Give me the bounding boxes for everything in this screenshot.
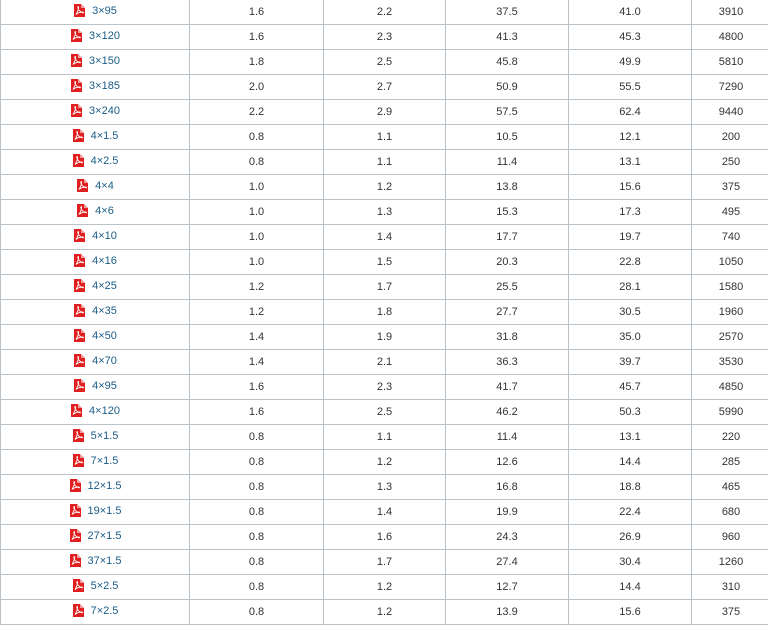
cell-c4: 39.7 [569, 350, 692, 375]
cell-c1: 2.2 [190, 100, 324, 125]
cell-c5: 495 [692, 200, 768, 225]
cell-c2: 1.9 [324, 325, 446, 350]
size-label: 4×25 [92, 279, 117, 292]
cell-c1: 1.6 [190, 0, 324, 25]
table-row [1, 25, 768, 50]
cell-c5: 1580 [692, 275, 768, 300]
cell-c2: 1.2 [324, 575, 446, 600]
cell-size [1, 575, 190, 600]
cell-c1: 0.8 [190, 125, 324, 150]
pdf-icon [70, 404, 82, 417]
cell-c1: 1.2 [190, 275, 324, 300]
cell-c1: 0.8 [190, 150, 324, 175]
cell-size [1, 75, 190, 100]
cell-c3: 11.4 [446, 150, 569, 175]
size-label: 4×2.5 [90, 154, 119, 167]
cell-c4: 15.6 [569, 175, 692, 200]
cell-c1: 0.8 [190, 600, 324, 625]
cell-c4: 28.1 [569, 275, 692, 300]
cell-c2: 2.7 [324, 75, 446, 100]
cell-c1: 0.8 [190, 475, 324, 500]
table-row [1, 400, 768, 425]
size-datasheet-link[interactable] [72, 429, 119, 442]
cell-c5: 2570 [692, 325, 768, 350]
cell-c4: 30.5 [569, 300, 692, 325]
table-row [1, 225, 768, 250]
cell-c4: 45.7 [569, 375, 692, 400]
size-datasheet-link[interactable] [69, 554, 122, 567]
pdf-icon [72, 429, 84, 442]
table-row [1, 600, 768, 625]
pdf-icon [72, 579, 84, 592]
cell-c1: 0.8 [190, 500, 324, 525]
cell-c2: 1.7 [324, 275, 446, 300]
cell-c5: 285 [692, 450, 768, 475]
cell-c4: 49.9 [569, 50, 692, 75]
size-label: 4×4 [95, 179, 114, 192]
table-row [1, 200, 768, 225]
table-row [1, 575, 768, 600]
cell-c4: 13.1 [569, 425, 692, 450]
cell-c1: 0.8 [190, 425, 324, 450]
size-datasheet-link[interactable] [73, 329, 117, 342]
cell-c3: 45.8 [446, 50, 569, 75]
cell-c2: 1.7 [324, 550, 446, 575]
cell-c2: 1.3 [324, 475, 446, 500]
table-row [1, 375, 768, 400]
size-label: 7×2.5 [90, 604, 119, 617]
size-datasheet-link[interactable] [72, 579, 119, 592]
cell-c5: 4850 [692, 375, 768, 400]
size-label: 3×120 [89, 29, 120, 42]
cell-c3: 20.3 [446, 250, 569, 275]
cell-c4: 26.9 [569, 525, 692, 550]
cell-size [1, 325, 190, 350]
table-row [1, 425, 768, 450]
cell-size [1, 100, 190, 125]
size-label: 5×2.5 [90, 579, 119, 592]
pdf-icon [70, 79, 82, 92]
cell-c3: 12.6 [446, 450, 569, 475]
size-datasheet-link[interactable] [69, 529, 122, 542]
size-label: 4×16 [92, 254, 117, 267]
cell-c3: 31.8 [446, 325, 569, 350]
cell-c5: 3910 [692, 0, 768, 25]
cell-c2: 1.5 [324, 250, 446, 275]
cell-c3: 15.3 [446, 200, 569, 225]
cell-c3: 11.4 [446, 425, 569, 450]
cell-c3: 36.3 [446, 350, 569, 375]
cell-c1: 1.0 [190, 225, 324, 250]
size-datasheet-link[interactable] [73, 4, 117, 17]
cell-c2: 2.9 [324, 100, 446, 125]
cell-size [1, 250, 190, 275]
cell-c3: 17.7 [446, 225, 569, 250]
cell-c1: 1.6 [190, 400, 324, 425]
cell-c2: 2.3 [324, 375, 446, 400]
pdf-icon [73, 4, 85, 17]
cell-size [1, 225, 190, 250]
table-body [1, 0, 768, 625]
cell-c1: 1.4 [190, 350, 324, 375]
cell-c1: 0.8 [190, 575, 324, 600]
size-label: 37×1.5 [87, 554, 122, 567]
cell-c5: 7290 [692, 75, 768, 100]
cell-c4: 17.3 [569, 200, 692, 225]
size-datasheet-link[interactable] [73, 304, 117, 317]
size-label: 4×10 [92, 229, 117, 242]
pdf-icon [76, 179, 88, 192]
table-row [1, 350, 768, 375]
table-row [1, 175, 768, 200]
cell-c1: 1.0 [190, 200, 324, 225]
table-row [1, 0, 768, 25]
cell-c5: 465 [692, 475, 768, 500]
size-label: 27×1.5 [87, 529, 122, 542]
cell-size [1, 475, 190, 500]
cell-c1: 2.0 [190, 75, 324, 100]
size-label: 3×240 [89, 104, 120, 117]
size-datasheet-link[interactable] [72, 154, 119, 167]
cell-c4: 22.4 [569, 500, 692, 525]
pdf-icon [72, 129, 84, 142]
size-label: 4×1.5 [90, 129, 119, 142]
pdf-icon [70, 104, 82, 117]
cell-c1: 0.8 [190, 450, 324, 475]
cell-c2: 1.1 [324, 150, 446, 175]
pdf-icon [70, 54, 82, 67]
cell-c1: 1.0 [190, 250, 324, 275]
size-datasheet-link[interactable] [73, 279, 117, 292]
size-datasheet-link[interactable] [72, 129, 119, 142]
table-row [1, 450, 768, 475]
cell-c1: 1.0 [190, 175, 324, 200]
size-label: 4×120 [89, 404, 120, 417]
cell-c5: 1260 [692, 550, 768, 575]
size-datasheet-link[interactable] [70, 404, 120, 417]
cell-c4: 62.4 [569, 100, 692, 125]
pdf-icon [73, 379, 85, 392]
cell-size [1, 0, 190, 25]
cell-c3: 37.5 [446, 0, 569, 25]
cell-c2: 1.8 [324, 300, 446, 325]
size-datasheet-link[interactable] [72, 454, 119, 467]
size-label: 3×150 [89, 54, 120, 67]
cell-c2: 1.4 [324, 500, 446, 525]
pdf-icon [73, 304, 85, 317]
cell-c5: 310 [692, 575, 768, 600]
cell-c2: 2.5 [324, 400, 446, 425]
pdf-icon [73, 229, 85, 242]
table-row [1, 75, 768, 100]
cell-c5: 680 [692, 500, 768, 525]
table-row [1, 50, 768, 75]
cell-size [1, 275, 190, 300]
size-label: 3×95 [92, 4, 117, 17]
cell-c3: 16.8 [446, 475, 569, 500]
table-row [1, 100, 768, 125]
cell-c3: 13.8 [446, 175, 569, 200]
cell-size [1, 375, 190, 400]
cell-size [1, 125, 190, 150]
size-datasheet-link[interactable] [76, 204, 114, 217]
cell-c4: 35.0 [569, 325, 692, 350]
cell-c5: 9440 [692, 100, 768, 125]
cell-size [1, 25, 190, 50]
size-label: 12×1.5 [87, 479, 122, 492]
cell-c3: 12.7 [446, 575, 569, 600]
size-datasheet-link[interactable] [73, 229, 117, 242]
size-datasheet-link[interactable] [73, 354, 117, 367]
cell-c3: 46.2 [446, 400, 569, 425]
cell-size [1, 500, 190, 525]
size-label: 7×1.5 [90, 454, 119, 467]
cell-c2: 2.2 [324, 0, 446, 25]
cell-c5: 5990 [692, 400, 768, 425]
cell-c1: 0.8 [190, 525, 324, 550]
cell-c5: 960 [692, 525, 768, 550]
pdf-icon [72, 154, 84, 167]
cell-c4: 13.1 [569, 150, 692, 175]
pdf-icon [73, 279, 85, 292]
cell-size [1, 525, 190, 550]
cell-size [1, 350, 190, 375]
cell-c4: 18.8 [569, 475, 692, 500]
cell-size [1, 425, 190, 450]
cell-c2: 1.2 [324, 450, 446, 475]
cell-c4: 45.3 [569, 25, 692, 50]
pdf-icon [69, 504, 81, 517]
table-row [1, 525, 768, 550]
cell-c5: 1960 [692, 300, 768, 325]
cell-size [1, 200, 190, 225]
cell-c1: 1.6 [190, 25, 324, 50]
size-label: 4×50 [92, 329, 117, 342]
size-label: 4×35 [92, 304, 117, 317]
cell-c3: 25.5 [446, 275, 569, 300]
cell-c5: 250 [692, 150, 768, 175]
table-row [1, 275, 768, 300]
cell-c1: 0.8 [190, 550, 324, 575]
cell-c5: 3530 [692, 350, 768, 375]
cell-c4: 55.5 [569, 75, 692, 100]
size-datasheet-link[interactable] [70, 29, 120, 42]
pdf-icon [73, 329, 85, 342]
size-datasheet-link[interactable] [72, 604, 119, 617]
cell-c5: 1050 [692, 250, 768, 275]
cell-size [1, 150, 190, 175]
cell-c2: 1.1 [324, 425, 446, 450]
cell-c3: 50.9 [446, 75, 569, 100]
cell-c5: 740 [692, 225, 768, 250]
size-datasheet-link[interactable] [69, 479, 122, 492]
cell-size [1, 450, 190, 475]
cell-c1: 1.8 [190, 50, 324, 75]
cell-c2: 1.6 [324, 525, 446, 550]
table-row [1, 500, 768, 525]
cell-size [1, 300, 190, 325]
cell-c4: 15.6 [569, 600, 692, 625]
table-row [1, 325, 768, 350]
pdf-icon [72, 604, 84, 617]
cell-c2: 2.1 [324, 350, 446, 375]
size-label: 4×95 [92, 379, 117, 392]
cell-c5: 220 [692, 425, 768, 450]
pdf-icon [76, 204, 88, 217]
cell-size [1, 550, 190, 575]
cell-c5: 200 [692, 125, 768, 150]
table-row [1, 125, 768, 150]
cell-c4: 19.7 [569, 225, 692, 250]
table-row [1, 150, 768, 175]
cell-size [1, 50, 190, 75]
cell-c2: 1.2 [324, 175, 446, 200]
cell-c2: 2.3 [324, 25, 446, 50]
cell-c2: 1.4 [324, 225, 446, 250]
cell-c4: 50.3 [569, 400, 692, 425]
pdf-icon [73, 254, 85, 267]
cell-c5: 375 [692, 175, 768, 200]
size-label: 4×6 [95, 204, 114, 217]
table-row [1, 250, 768, 275]
cell-c3: 41.7 [446, 375, 569, 400]
table-row [1, 550, 768, 575]
size-datasheet-link[interactable] [69, 504, 122, 517]
cell-c2: 1.1 [324, 125, 446, 150]
size-label: 19×1.5 [87, 504, 122, 517]
cell-c3: 10.5 [446, 125, 569, 150]
cell-c1: 1.2 [190, 300, 324, 325]
table-row [1, 300, 768, 325]
cell-c4: 41.0 [569, 0, 692, 25]
cell-c3: 41.3 [446, 25, 569, 50]
cell-size [1, 400, 190, 425]
cell-c4: 14.4 [569, 575, 692, 600]
cell-c5: 375 [692, 600, 768, 625]
cell-c5: 4800 [692, 25, 768, 50]
cell-c3: 19.9 [446, 500, 569, 525]
size-datasheet-link[interactable] [70, 79, 120, 92]
cell-c5: 5810 [692, 50, 768, 75]
cell-size [1, 175, 190, 200]
cell-c4: 12.1 [569, 125, 692, 150]
cell-c2: 1.3 [324, 200, 446, 225]
cell-c2: 2.5 [324, 50, 446, 75]
size-label: 4×70 [92, 354, 117, 367]
size-datasheet-link[interactable] [73, 254, 117, 267]
pdf-icon [73, 354, 85, 367]
cell-size [1, 600, 190, 625]
pdf-icon [70, 29, 82, 42]
cell-c3: 13.9 [446, 600, 569, 625]
size-label: 5×1.5 [90, 429, 119, 442]
pdf-icon [69, 479, 81, 492]
size-datasheet-link[interactable] [70, 104, 120, 117]
cell-c3: 24.3 [446, 525, 569, 550]
cell-c4: 22.8 [569, 250, 692, 275]
cell-c1: 1.6 [190, 375, 324, 400]
cell-c3: 27.4 [446, 550, 569, 575]
size-datasheet-link[interactable] [70, 54, 120, 67]
size-datasheet-link[interactable] [73, 379, 117, 392]
size-datasheet-link[interactable] [76, 179, 114, 192]
table-row [1, 475, 768, 500]
pdf-icon [72, 454, 84, 467]
pdf-icon [69, 554, 81, 567]
size-label: 3×185 [89, 79, 120, 92]
cell-c2: 1.2 [324, 600, 446, 625]
cell-c3: 27.7 [446, 300, 569, 325]
cell-c4: 30.4 [569, 550, 692, 575]
pdf-icon [69, 529, 81, 542]
cell-c3: 57.5 [446, 100, 569, 125]
cell-c1: 1.4 [190, 325, 324, 350]
cell-c4: 14.4 [569, 450, 692, 475]
